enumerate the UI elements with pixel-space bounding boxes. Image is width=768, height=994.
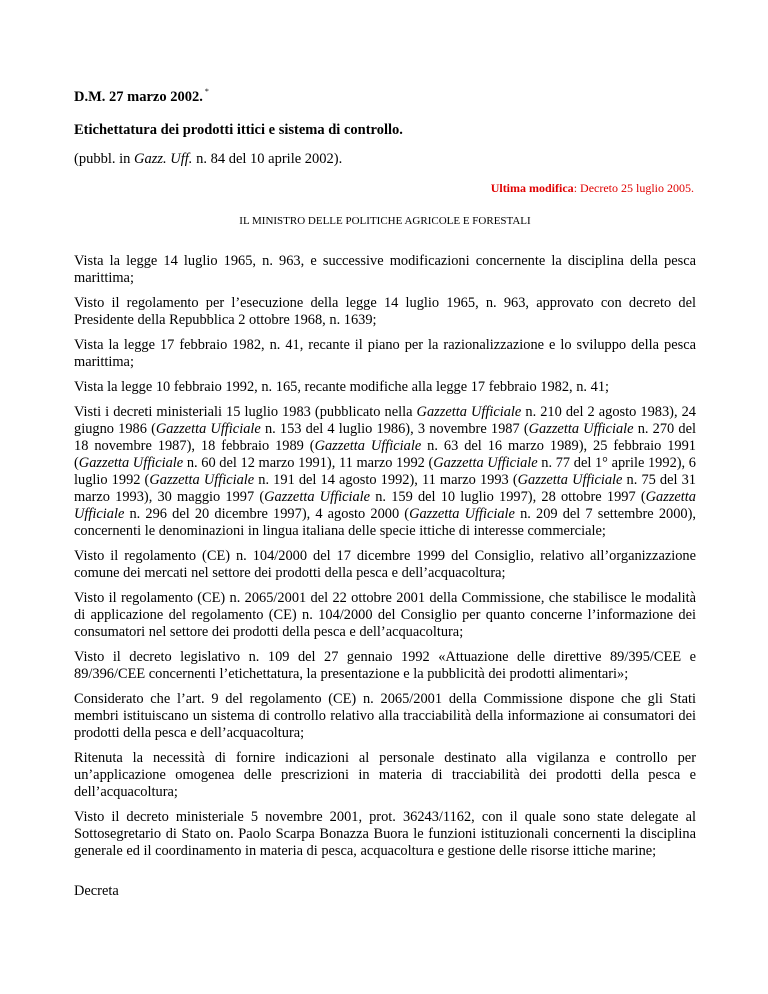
publication-reference xyxy=(74,151,342,168)
last-mod-label: Ultima modifica xyxy=(490,181,574,195)
journal-name: Gazzetta Ufficiale xyxy=(433,455,538,471)
body-paragraph xyxy=(74,590,696,641)
body-paragraph xyxy=(74,379,696,396)
title-text: D.M. 27 marzo 2002. xyxy=(74,89,203,105)
document-subtitle: Etichettatura dei prodotti ittici e sistema di controllo. xyxy=(74,122,403,138)
pubbl-journal: Gazz. Uff. xyxy=(134,151,193,167)
body-paragraph xyxy=(74,404,696,540)
paragraph-text: Visto il regolamento per l’esecuzione della legge 14 luglio 1965, n. 963, approvato con decreto del Presidente della Repubblica 2 ottobre 1968, n. 1639; xyxy=(74,295,696,328)
paragraph-text: Visto il decreto legislativo n. 109 del 27 gennaio 1992 «Attuazione delle direttive 89/395/CEE e 89/396/CEE concernenti l’etichettatura, la presentazione e la pubblicità dei prodotti alimentari»; xyxy=(74,649,696,682)
footnote-marker[interactable]: * xyxy=(204,87,209,96)
pubbl-suffix: n. 84 del 10 aprile 2002). xyxy=(192,151,343,167)
last-mod-value: : Decreto 25 luglio 2005. xyxy=(573,181,694,195)
paragraph-text: n. 77 del 1° aprile 1992), 6 luglio 1992 ( xyxy=(74,455,696,488)
closing-word: Decreta xyxy=(74,883,119,899)
paragraph-text: Visto il decreto ministeriale 5 novembre 2001, prot. 36243/1162, con il quale sono state delegate al Sottosegretario di Stato on. Paolo Scarpa Bonazza Buora le funzioni istituzionali concernenti la disciplina generale ed il coordinamento in materia di pesca, acquacoltura e gestione delle risorse ittiche marine; xyxy=(74,809,696,859)
body-paragraph xyxy=(74,337,696,371)
paragraph-text: Visto il regolamento (CE) n. 2065/2001 del 22 ottobre 2001 della Commissione, che stabilisce le modalità di applicazione del regolamento (CE) n. 104/2000 del Consiglio per quanto concerne l’informazione dei consumatori nel settore dei prodotti della pesca e dell’acquacoltura; xyxy=(74,590,696,640)
body-paragraph xyxy=(74,253,696,287)
document-title xyxy=(74,87,209,106)
journal-name: Gazzetta Ufficiale xyxy=(517,472,623,488)
paragraph-text: Vista la legge 17 febbraio 1982, n. 41, recante il piano per la razionalizzazione e lo sviluppo della pesca marittima; xyxy=(74,337,696,370)
paragraph-text: n. 153 del 4 luglio 1986), 3 novembre 1987 ( xyxy=(260,421,529,437)
paragraph-text: Visto il regolamento (CE) n. 104/2000 del 17 dicembre 1999 del Consiglio, relativo all’organizzazione comune dei mercati nel settore dei prodotti della pesca e dell’acquacoltura; xyxy=(74,548,696,581)
journal-name: Gazzetta Ufficiale xyxy=(78,455,184,471)
journal-name: Gazzetta Ufficiale xyxy=(314,438,422,454)
body-paragraph xyxy=(74,750,696,801)
journal-name: Gazzetta Ufficiale xyxy=(528,421,634,437)
journal-name: Gazzetta Ufficiale xyxy=(149,472,255,488)
paragraph-text: n. 270 del 18 novembre 1987), 18 febbraio 1989 ( xyxy=(74,421,696,454)
body-paragraph xyxy=(74,649,696,683)
paragraph-text: Ritenuta la necessità di fornire indicazioni al personale destinato alla vigilanza e controllo per un’applicazione omogenea delle prescrizioni in materia di tracciabilità dei prodotti della pesca e dell’acquacoltura; xyxy=(74,750,696,800)
paragraph-text: Vista la legge 14 luglio 1965, n. 963, e successive modificazioni concernente la disciplina della pesca marittima; xyxy=(74,253,696,286)
journal-name: Gazzetta Ufficiale xyxy=(155,421,261,437)
paragraph-text: n. 60 del 12 marzo 1991), 11 marzo 1992 ( xyxy=(183,455,434,471)
paragraph-text: n. 210 del 2 agosto 1983), 24 giugno 1986 ( xyxy=(74,404,696,437)
paragraph-text: n. 63 del 16 marzo 1989), 25 febbraio 1991 ( xyxy=(74,438,696,471)
paragraph-text: n. 296 del 20 dicembre 1997), 4 agosto 2000 ( xyxy=(124,506,410,522)
body-paragraph xyxy=(74,295,696,329)
paragraph-text: n. 191 del 14 agosto 1992), 11 marzo 1993 ( xyxy=(254,472,518,488)
document-body xyxy=(74,253,696,900)
journal-name: Gazzetta Ufficiale xyxy=(264,489,371,505)
journal-name: Gazzetta Ufficiale xyxy=(74,489,696,522)
body-paragraph xyxy=(74,548,696,582)
body-paragraph xyxy=(74,809,696,860)
paragraph-text: Visti i decreti ministeriali 15 luglio 1983 (pubblicato nella xyxy=(74,404,417,420)
paragraph-text: n. 75 del 31 marzo 1993), 30 maggio 1997 ( xyxy=(74,472,696,505)
paragraph-list xyxy=(74,253,696,860)
paragraph-text: n. 209 del 7 settembre 2000), concernenti le denominazioni in lingua italiana delle specie ittiche di interesse commerciale; xyxy=(74,506,696,539)
paragraph-text: Vista la legge 10 febbraio 1992, n. 165, recante modifiche alla legge 17 febbraio 1982, n. 41; xyxy=(74,379,610,395)
journal-name: Gazzetta Ufficiale xyxy=(416,404,522,420)
minister-heading: IL MINISTRO DELLE POLITICHE AGRICOLE E FORESTALI xyxy=(239,215,531,227)
last-modification[interactable] xyxy=(491,181,694,196)
pubbl-prefix: (pubbl. in xyxy=(74,151,135,167)
paragraph-text: Considerato che l’art. 9 del regolamento (CE) n. 2065/2001 della Commissione dispone che gli Stati membri istituiscano un sistema di controllo relativo alla tracciabilità della informazione ai consumatori dei prodotti della pesca e dell’acquacoltura; xyxy=(74,691,696,741)
journal-name: Gazzetta Ufficiale xyxy=(409,506,515,522)
paragraph-text: n. 159 del 10 luglio 1997), 28 ottobre 1997 ( xyxy=(370,489,646,505)
body-paragraph xyxy=(74,691,696,742)
